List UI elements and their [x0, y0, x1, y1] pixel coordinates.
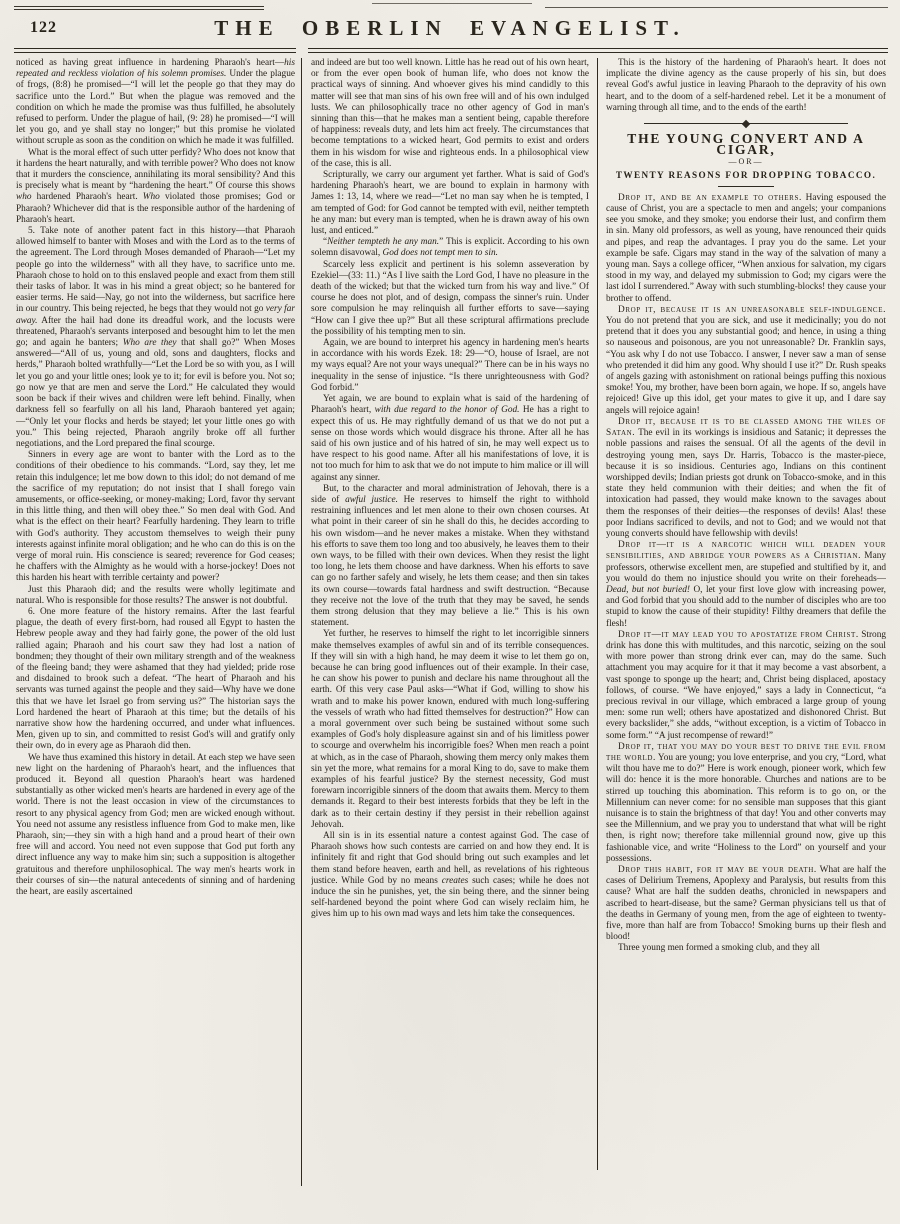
paragraph: noticed as having great influence in hardening Pharaoh's heart—his repeated and reckless violation of his solemn promises. Under the plague of frogs, (8:8) he promised—“I will let the people go that they may do sacrifice unto the Lord.” But when the plague was removed and the condition on which he made the promise was thus fulfilled, he absolutely refused to perform. Under the plague of hail, (9: 28) he promised—“I will let you go, and ye shall stay no longer;” but this promise he violated without scruple as soon as the condition on which he made it was fulfilled. [16, 58, 295, 147]
short-rule [718, 186, 774, 187]
top-edge-rule-right [545, 7, 888, 8]
paragraph: What is the moral effect of such utter perfidy? Who does not know that it hardens the heart naturally, and with terrible power? Who does not know that it murders the conscience, annihilating its moral sensibility? And this is precisely what is meant by “hardening the heart.” Of course this shows who hardened Pharaoh's heart. Who violated those promises; God or Pharaoh? Whichever did that is the responsible author of the hardening of Pharaoh's heart. [16, 147, 295, 225]
paragraph: Drop it, that you may do your best to drive the evil from the world. You are young; you love enterprise, and you cry, “Lord, what wilt thou have me to do?” Here is work enough, pioneer work, which few will do: hence it is the more honorable. Churches and nations are to be stirred up touching this abomination. This reform is to go on, or the Millennium can never come: for no sensible man supposes that this giant nuisance is to stain the brightness of that day! You and other converts may see the Millennium, and we pray you to understand that what will be right then, is right now; therefore take millennial ground now, give up this fashionable vice, and write “Holiness to the Lord” on yourself and your possessions. [606, 741, 886, 864]
paragraph: Again, we are bound to interpret his agency in hardening men's hearts in accordance with his words Ezek. 18: 29—“O, house of Israel, are not my ways equal? Are not your ways unequal?” There can be in his ways no inequality in the sense of injustice. “Is there unrighteousness with God? God forbid.” [311, 338, 589, 393]
paragraph: Scripturally, we carry our argument yet farther. What is said of God's hardening Pharaoh's heart, we are bound to explain in harmony with James 1: 13, 14, where we read—“Let no man say when he is tempted, I am tempted of God: for God cannot be tempted with evil, neither tempteth he any man: but every man is tempted, when he is drawn away of his own lust, and enticed.” [311, 170, 589, 237]
paragraph: Drop it—it may lead you to apostatize from Christ. Strong drink has done this with multitudes, and this narcotic, seizing on the soul with more power than strong drink ever can, may do the same. Such attachment you may acquire for it that it may become a vast absorbent, a vast sponge to sponge up the heart; and, Christ being displaced, apostacy follows, of course. “We have enjoyed,” says a lady in Connecticut, “a precious revival in our village, which embraced a large group of young men: some run well; others have apostatized and dishonored Christ. But every backslider,” she adds, “without exception, is a victim of Tobacco in some form.” “A just recompense of reward!” [606, 629, 886, 741]
top-edge-rule-middle [372, 3, 532, 4]
column-2 [311, 58, 589, 1192]
article-title: THE YOUNG CONVERT AND A CIGAR, [627, 131, 865, 158]
paragraph: Scarcely less explicit and pertinent is his solemn asseveration by Ezekiel—(33: 11.) “As I live saith the Lord God, I have no pleasure in the death of the wicked; but that the wicked turn from his way and live.” Of course he does not plot, and of design, compass the sinner's ruin. Under sore compulsion he may relinquish all further efforts to save—saying “How can I give thee up?” But all these scriptural affirmations preclude the possibility of his tempting men to sin. [311, 259, 589, 337]
paragraph: Drop it, and be an example to others. Having espoused the cause of Christ, you are a spectacle to men and angels; your companions see you smoke, and they smoke; you endorse their lust, and confirm them in sin. Many old professors, as well as young, have renounced their quids and pipes, and reap the advantages. I pray you do the same. Let your example be safe. Cigars may stand in the way of the salvation of many a young man. Says a college officer, “When anxious for salvation, my cigars stood in my way, and delayed my submission to God; my cigars were the last idol I surrendered.” Away with such stumbling-blocks! they cause your brother to offend. [606, 192, 886, 304]
column-3 [606, 58, 886, 1192]
paragraph: 5. Take note of another patent fact in this history—that Pharaoh allowed himself to banter with Moses and with the Lord as to the terms of the agreement. The Lord through Moses demanded of Pharaoh—“Let my people go into the wilderness” with all they have, to sacrifice unto me. Pharaoh chose to hold on to this enslaved people and exact from them still their tasks of labor. It was in his mind a great object; so he bantered for easier terms. He said—Nay, go not into the wilderness, but sacrifice here in our country. This being rejected, he begs that they would not go very far away. After the hail had done its dreadful work, and the locusts were threatened, Pharaoh's servants interposed and besought him to let the men go; and again he banters; Who are they that shall go?” When Moses answered—“All of us, young and old, sons and daughters, flocks and herds,” Pharaoh bolted wrathfully—“Let the Lord be so with you, as I will let you go and your little ones; look ye to it; for evil is before you. Not so; go now ye that are men and serve the Lord.” He calculated they would soon be back if their wives and children were left behind. Finally, when darkness fell so fearfully on all his land, Pharaoh bantered yet again;—“Only let your flocks and herds be stayed; let your little ones go with you.” This being rejected, Pharaoh angrily broke off all further negotiations, and the Lord prepared the final scourge. [16, 226, 295, 449]
page-number: 122 [30, 19, 57, 36]
paragraph: Drop it, because it is to be classed among the wiles of Satan. The evil in its workings is insidious and Satanic; it depresses the noble passions and raises the sensual. Of all the agents of the devil in destroying young men, says Dr. Harris, Tobacco is the master-piece, because it is so insidious. Centuries ago, Indians on this continent worshipped devils; Indian priests got drunk on Tobacco-smoke, and in this state they held communion with their deities; and when the fit of intoxication had passed, they would make known to the savages about them the responses of their deities—the responses of devils! Alas! these poor Indians sacrificed to devils, and not to God; and we would not that young converts should have fellowship with devils! [606, 416, 886, 539]
paragraph: This is the history of the hardening of Pharaoh's heart. It does not implicate the divine agency as the cause properly of his sin, but does reveal God's awful justice in leaving Pharaoh to the depravity of his own heart, and to the doom of a self-hardened rebel. Let it be a monument of warning through all time, and to the ends of the earth! [606, 58, 886, 113]
column-divider-2 [597, 58, 598, 1170]
paragraph: All sin is in its essential nature a contest against God. The case of Pharaoh shows how such contests are carried on and how they end. It is infinitely fit and right that God should bring out such examples and let them stand before heaven, earth and hell, as revelations of his righteous justice. While God by no means creates such cases; while he does not induce the sin he punishes, yet, the sin being there, and the sinner being self-hardened beyond the point where God can wisely reclaim him, he gives him up to his own mad ways and lets him take the consequences. [311, 831, 589, 920]
section-divider-rule [644, 123, 848, 124]
paragraph: Sinners in every age are wont to banter with the Lord as to the conditions of their obedience to his commands. “Lord, say they, let me retain this indulgence; let me bow down to this idol; do not demand of me the sacrifice of my reputation; do not insist that I shall forego vain amusements, or office-seeking, or money-making; Lord, favor thy servant in this little thing, and then will obey thee.” So men deal with God. And what is the effect on their heart? Fearfully hardening. They learn to trifle with God's authority. They accustom themselves to weigh their puny interests against infinite moral obligation; and he who can do this is on the verge of moral ruin. His conscience is seared; reverence for God ceases; he chaffers with the Almighty as he would with a horse-jockey! Does not this harden his heart with terrible certainty and power? [16, 450, 295, 584]
paragraph: Yet again, we are bound to explain what is said of the hardening of Pharaoh's heart, with due regard to the honor of God. He has a right to expect this of us. He may rightfully demand of us that we do not put a sense on those words which would disgrace his throne. After all he has said of his own justice and of his hatred of sin, he may well expect us to have respect to his good name. After all his manifestations of love, it is not too much for him to ask that we do not impute to him malice or ill will against any sinner. [311, 394, 589, 483]
paragraph: Drop this habit, for it may be your death. What are half the cases of Delirium Tremens, Apoplexy and Paralysis, but results from this cause? What are half the sudden deaths, chronicled in newspapers and ascribed to heart-disease, but the same? German physicians tell us that of the deaths in Germany of young men, from the age of eighteen to twenty-five, more than half are from Tobacco! Smoking burns up their flesh and blood! [606, 865, 886, 943]
paragraph: But, to the character and moral administration of Jehovah, there is a side of awful justice. He reserves to himself the right to withhold restraining influences and let men alone to their own chosen courses. At what point in their career of sin he shall do this, he decides according to his own wisdom—and he never makes a mistake. When they withstand his efforts to save them too long and too abusively, he leaves them to their own ways, to be filled with their own devices. When they resist the light too long, he lets them choose and have darkness. When his efforts to save can go no farther safely and wisely, he lets them cease; and then sin takes its own course—towards fatal hardness and swift destruction. “Because they receive not the love of the truth that they may be saved, he sends them strong delusion that they may believe a lie.” This is his own statement. [311, 483, 589, 629]
header-rule-left [14, 48, 296, 53]
paragraph: Yet further, he reserves to himself the right to let incorrigible sinners make themselves examples of awful sin and of its terrible consequences. If they will sin with a high hand, he may deem it wise to let them go on, because he can bring good influences out of their example. In their case, he can show his power to punish and declare his name throughout all the earth. Of this very case Paul asks—“What if God, willing to show his wrath and to make his power known, endured with much long-suffering the vessels of wrath who had fitted themselves for destruction?” How can a moral government over such being be sustained without some such examples of God's holy displeasure against sin and of his limitless power to scourge and overwhelm his incorrigible foes? When men reach a point at which, as in the case of Pharaoh, showing them mercy only makes them sin yet the more, what remains for a moral King to do, save to make them examples of his fearful justice? By the sternest necessity, God must forewarn incorrigible sinners of the doom that awaits them. Mercy to them demands it. Regard to their best interests forbids that they be left in the dark as to their certain destiny if they persist in their rebellion against Jehovah. [311, 629, 589, 830]
column-1 [16, 58, 295, 1192]
column-divider-1 [301, 58, 302, 1186]
paragraph: Three young men formed a smoking club, and they all [618, 943, 820, 954]
paragraph: We have thus examined this history in detail. At each step we have seen new light on the hardening of Pharaoh's heart, and the influences that produced it. Beyond all question Pharaoh's heart was hardened substantially as other wicked men's hearts are hardened in every age of the world. There is not the least occasion in view of the circumstances to resort to any physical agency from God; men are wicked enough without. You need not assume any resistless influence from God to make men, like Pharaoh, sin;—they sin with a high hand and a proud heart of their own free will and accord. You need not even suppose that God put forth any direct influence any way to make him sin; such a supposition is altogether gratuitous and therefore unphilosophical. The way men's hearts work in their courses of sin—the natural antecedents of sinning and of hardening the heart, are easily ascertained [16, 752, 295, 898]
paragraph: Drop it—it is a narcotic which will deaden your sensibilities, and abridge your powers as a Christian. Many professors, otherwise excellent men, are stupefied and stultified by it, and you would do them no injustice should you write on their foreheads—Dead, but not buried! O, let your first love glow with increasing power, and God forbid that you should add to the number of disciples who are too stupid to know the cause of their stupidity! Filthy dreamers that defile the flesh! [606, 540, 886, 629]
article-subtitle: TWENTY REASONS FOR DROPPING TOBACCO. [615, 169, 877, 180]
paragraph: Just this Pharaoh did; and the results were wholly legitimate and natural. Who is responsible for those results? The answer is not doubtful. [16, 584, 295, 606]
paragraph: and indeed are but too well known. Little has he read out of his own heart, or from the ever open book of human life, who does not know the practical ways of sinning. And whoever gives his mind candidly to this matter will see that man sins of his own free will and of his own indulged lusts. We can philosophically trace no other agency of God in man's sinning than this—that he makes man a sentient being, capable therefore of happiness: reveals duty, and lets him act freely. The circumstances that become temptations to a wicked heart, God permits to exist and orders them in his wisdom for wise and righteous ends. In a philosophical view of the case, this is all. [311, 58, 589, 169]
paragraph: 6. One more feature of the history remains. After the last fearful plague, the death of every first-born, had roused all Egypt to hasten the Hebrew people away and they had fairly gone, the power of the old lust rallied again; Pharaoh and his court saw they had lost a nation of bondmen; they thought of their own military strength and of the weakness of the fleeing band; they were ashamed that they had yielded; pride rose and disdained to brook such a defeat. “The heart of Pharaoh and his servants was turned against the people and they said—Why have we done this that we have let Israel go from serving us?” The historian says the Lord hardened the heart of Pharaoh at this time; but the details of his narrative show how the hardening occurred, and under what influences. Men, given up to sin, and committed to resist God's will and gratify only their own, do in every age as Pharaoh did then. [16, 606, 295, 752]
masthead-title: THE OBERLIN EVANGELIST. [214, 16, 686, 40]
paragraph: Drop it, because it is an unreasonable self-indulgence. You do not pretend that you are sick, and use it medicinally; you do not pretend that it does you any substantial good; and hence, in using a thing so nauseous and poisonous, are you not unreasonable? Dr. Franklin says, “You ask why I do not use Tobacco. I answer, I never saw a man of sense who pretended it did him any good. Why should I use it?” Dr. Rush speaks of angels gazing with astonishment on rational beings puffing this noxious smoke! You, my brother, have been born again, we hope. If so, angels have rejoiced! Give up this idol, get your mates to give it up, and I dare say angels will rejoice again! [606, 304, 886, 416]
header-rule-right [308, 48, 888, 53]
article-subtitle-or: —OR— [728, 157, 764, 167]
top-edge-rule-left [14, 6, 264, 7]
paragraph: “Neither tempteth he any man.” This is explicit. According to his own solemn disavowal, God does not tempt men to sin. [311, 237, 589, 259]
